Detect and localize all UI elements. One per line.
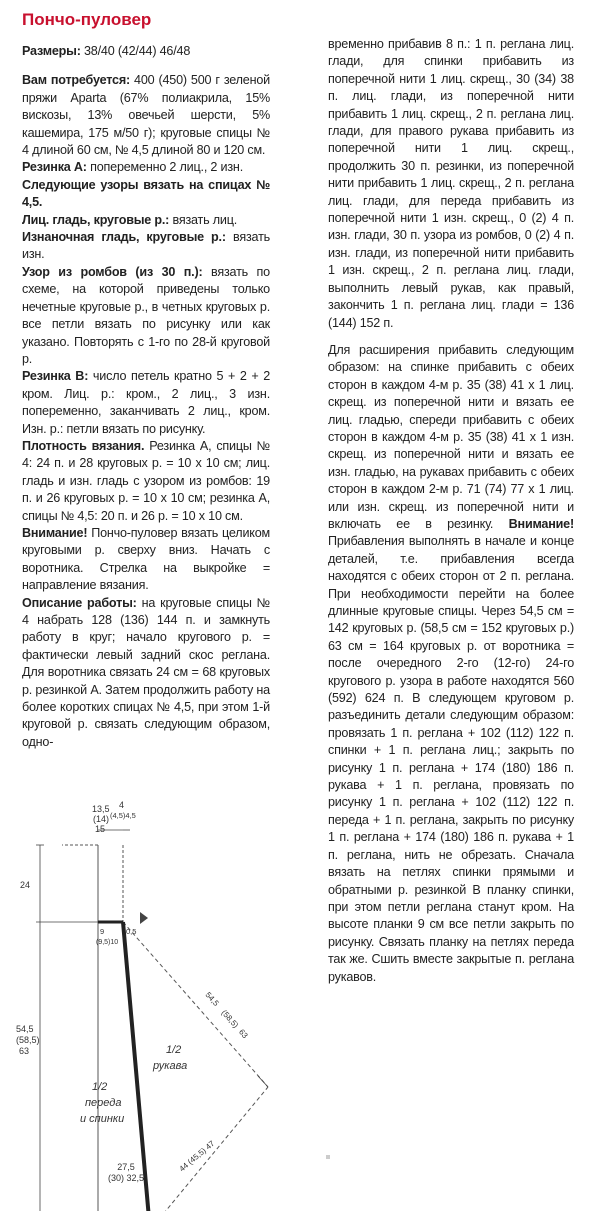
paragraph-gauge xyxy=(22,438,270,525)
schematic-diagram xyxy=(0,800,310,1211)
dim-bottom-width-a: 27,5 xyxy=(117,1162,135,1172)
label-front-back-word: и спинки xyxy=(80,1113,125,1125)
dim-top-width-a: 13,5 xyxy=(92,804,110,814)
dim-top-right-b: (4,5)4,5 xyxy=(110,811,136,820)
dim-cuff: 44 (45,5) 47 xyxy=(177,1138,217,1174)
text: вязать лиц. xyxy=(169,212,238,227)
text: попеременно 2 лиц., 2 изн. xyxy=(86,160,243,175)
label: Следующие узоры вязать на спицах № 4,5. xyxy=(22,177,270,210)
dim-raglan-a: 54,5 xyxy=(203,990,221,1008)
direction-arrow-icon xyxy=(140,912,148,924)
dim-body-height-c: 63 xyxy=(19,1046,30,1056)
label: Резинка А: xyxy=(22,160,87,175)
text: вязать изн. xyxy=(22,230,270,262)
label-sleeve-word: рукава xyxy=(153,1060,188,1072)
dim-front-top-a: 9 xyxy=(100,927,105,936)
dim-raglan-c: 63 xyxy=(236,1027,250,1041)
dim-top-width-c: 15 xyxy=(95,824,106,834)
paragraph-continuation: временно прибавив 8 п.: 1 п. реглана лиц. глади, для спинки прибавить из поперечной нити 1 лиц. скрещ., 30 (34) 38 п. лиц. глади, из поперечной нити прибавить 1 лиц. скрещ., 2 п. реглана лиц. глади, для правого рукава прибавить из поперечной нити 1 лиц. скрещ., продолжить 30 п. резинки, из поперечной нити прибавить 1 лиц. скрещ., 2 п. реглана лиц. глади, для переда прибавить из поперечной нити 1 изн. скрещ., 0 (2) 4 п. изн. глади, 30 п. узора из ромбов, 0 (2) 4 п. изн. глади, из поперечной нити прибавить 1 изн. скрещ., 2 п. реглана лиц. глади, выполнить левый рукав, как правый, закончить 1 п. реглана лиц. глади = 136 (144) 152 п. xyxy=(328,37,574,330)
label: Описание работы: xyxy=(22,595,137,610)
text: на круговые спицы № 4 набрать 128 (136) 144 п. и замкнуть работу в круг; начало кругового р. = фактически левый задний скос реглана. Для воротника связать 24 см = 68 круговых р. резинкой А. Затем продолжить работу на более коротких спицах № 4,5, при этом 1-й круговой р. связать следующим образом, одно- xyxy=(22,595,270,749)
label-front-word: переда xyxy=(85,1097,122,1109)
label-front-fraction: 1/2 xyxy=(92,1081,108,1093)
text: 400 (450) 500 г зеленой пряжи Aparta (67% полиакрила, 15% вискозы, 13% овечьей шерсти, 5% кашемира, 175 м/50 г); круговые спицы № 4 длиной 60 см, № 4,5 длиной 80 и 120 см. xyxy=(22,73,270,158)
paragraph-rib-a xyxy=(22,159,270,176)
dim-sleeve-top: 0,5 xyxy=(126,927,137,936)
paragraph-reverse-stockinette xyxy=(22,229,270,264)
paragraph-materials xyxy=(22,72,270,159)
label: Лиц. гладь, круговые р.: xyxy=(22,212,170,227)
text: Прибавления выполнять в начале и конце деталей, т.е. прибавления всегда находятся с обеих сторон от 2 п. реглана. При необходимости перейти на более длинные круговые спицы. Через 54,5 см = 142 круговых р. (58,5 см = 152 круговых р.) 63 см = 164 круговых р. от воротника = после очередного 2-го (12-го) 24-го кругового р. узора в работе находятся 560 (592) 624 п. В следующем круговом р. разъединить детали следующим образом: провязать 1 п. реглана + 102 (112) 122 п. спинки + 1 п. реглана лиц.; закрыть по рисунку 1 п. реглана + 174 (180) 186 п. рукава + 1 п. реглана, провязать по рисунку 1 п. реглана + 102 (112) 122 п. переда + 1 п. реглана, закрыть по рисунку 1 п. реглана + 174 (180) 186 п. рукава + 1 п. реглана, нить не обрезать. Сначала вязать на петлях спинки прямыми и обратными р. резинкой В планку спинки, при этом петли реглана станут кром. На высоте планки 9 см все петли закрыть по рисунку. Связать планку на петлях переда так же. Сшить вместе закрытые п. реглана рукавов. xyxy=(328,534,574,984)
paragraph-increases xyxy=(328,342,574,986)
text: вязать по схеме, на которой приведены только нечетные круговые р., в четных круговых р. все петли вязать по рисунку или как указано. Повторять с 1-го по 28-й круговой р. xyxy=(22,264,270,366)
dim-body-height-b: (58,5) xyxy=(16,1035,40,1045)
text: Для расширения прибавить следующим образом: на спинке прибавить с обеих сторон в каждом 4-м р. 35 (38) 41 х 1 лиц. скрещ. из поперечной нити и вязать ее лиц. гладью, спереди прибавить с обеих сторон в каждом 4-м р. 35 (38) 41 х 1 изн. скрещ. из поперечной нити и вязать ее изн. гладью, на рукавах прибавить с обеих сторон в каждом 2-м р. 71 (74) 77 х 1 лиц. или изн. скрещ. из поперечной нити и включать ее в резинку. xyxy=(328,342,574,531)
paragraph-diamond-pattern xyxy=(22,264,270,368)
label-sleeve-fraction: 1/2 xyxy=(166,1044,182,1056)
dim-raglan-b: (58,5) xyxy=(219,1008,241,1030)
text: Пончо-пуловер вязать целиком круговыми р. сверху вниз. Начать с воротника. Стрелка на выкройке = направление вязания. xyxy=(22,525,270,593)
label: Внимание! xyxy=(508,516,574,531)
dim-bottom-width xyxy=(96,1162,156,1184)
dim-bottom-width-b: (30) 32,5 xyxy=(107,1173,145,1183)
paragraph-patterns-heading xyxy=(22,177,270,212)
decorative-dot xyxy=(326,1155,330,1159)
paragraph-sizes xyxy=(22,43,270,60)
label: Внимание! xyxy=(22,525,88,540)
paragraph-instructions xyxy=(22,595,270,752)
dim-collar-height: 24 xyxy=(20,880,31,890)
paragraph-stockinette xyxy=(22,212,270,229)
paragraph-rib-b xyxy=(22,368,270,438)
label: Узор из ромбов (из 30 п.): xyxy=(22,264,203,279)
label: Вам потребуется: xyxy=(22,73,130,88)
dim-body-height-a: 54,5 xyxy=(16,1024,34,1034)
label: Изнаночная гладь, круговые р.: xyxy=(22,230,226,245)
label: Резинка В: xyxy=(22,369,89,384)
label: Размеры: xyxy=(22,44,81,58)
label: Плотность вязания. xyxy=(22,438,145,453)
dim-top-width-b: (14) xyxy=(93,814,110,824)
text: Резинка А, спицы № 4: 24 п. и 28 круговых р. = 10 х 10 см; лиц. гладь и изн. гладь с узором из ромбов: 19 п. и 26 круговых р. = 10 х 10 см; резинка А, спицы № 4,5: 20 п. и 26 р. = 10 х 10 см. xyxy=(22,438,270,523)
page-title: Пончо-пуловер xyxy=(22,10,152,29)
right-column xyxy=(328,36,574,986)
dim-front-top-b: (9,5)10 xyxy=(96,939,119,946)
text: число петель кратно 5 + 2 + 2 кром. Лиц. р.: кром., 2 лиц., 3 изн. попеременно, заканчивать 2 лиц., кром. Изн. р.: петли вязать по рисунку. xyxy=(22,369,270,436)
left-column xyxy=(22,43,270,751)
paragraph-attention xyxy=(22,525,270,595)
dim-top-right-a: 4 xyxy=(119,800,125,810)
text: 38/40 (42/44) 46/48 xyxy=(80,44,191,58)
